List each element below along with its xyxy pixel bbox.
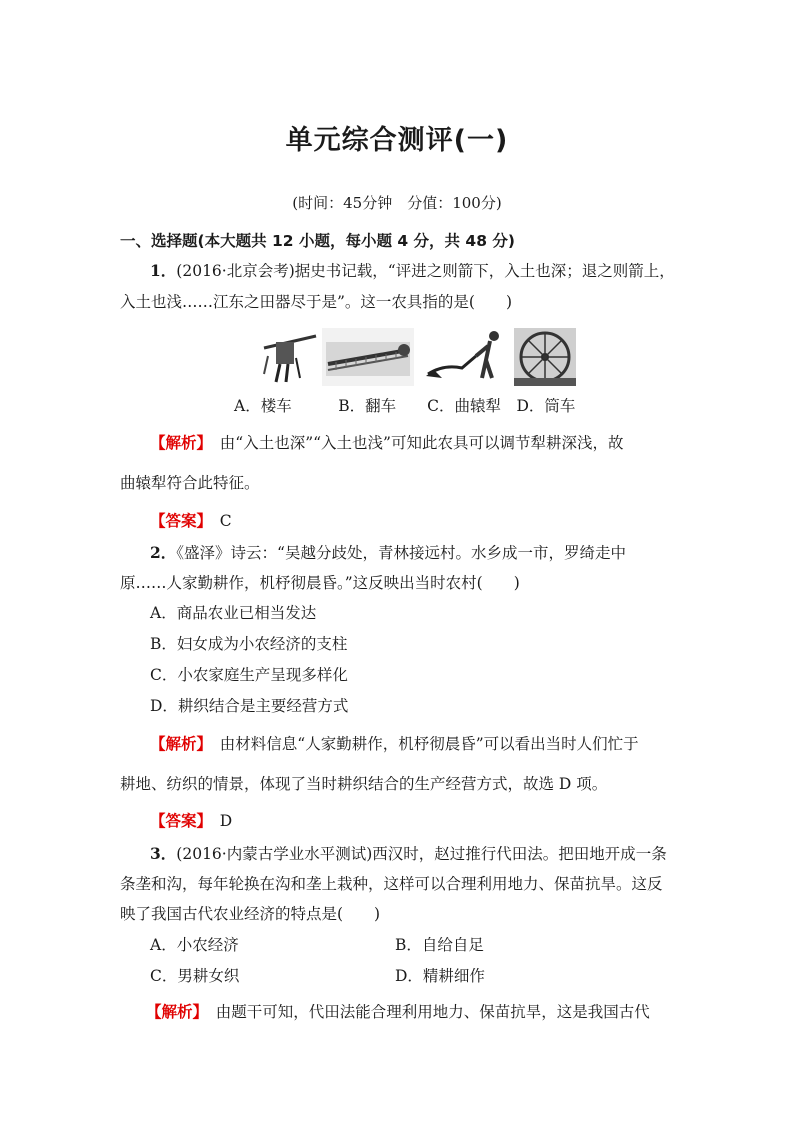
q1-answer-value: C	[219, 512, 232, 530]
q3-analysis-line1	[146, 1002, 650, 1022]
q1-number: 1．	[150, 261, 177, 280]
q1-text1: (2016·北京会考)据史书记载，“评进之则箭下，入土也深；退之则箭上，	[176, 262, 675, 280]
q1-options: A．楼车 B．翻车 C．曲辕犁 D．筒车	[234, 397, 576, 415]
q2-analysis-line2: 耕地、纺织的情景，体现了当时耕织结合的生产经营方式，故选 D 项。	[120, 775, 608, 793]
q3-number: 3．	[150, 844, 177, 863]
analysis-tag: 【解析】	[150, 735, 205, 753]
curved-plow-image	[422, 328, 508, 386]
q3-option-c: C．男耕女织	[150, 967, 240, 985]
analysis-tag: 【解析】	[150, 434, 205, 452]
q3-line1	[150, 844, 667, 864]
q2-option-a: A．商品农业已相当发达	[150, 604, 317, 622]
q1-line1	[150, 261, 675, 281]
q1-analysis-line1	[150, 433, 623, 453]
q2-number: 2．	[150, 543, 177, 562]
exam-subtitle: (时间：45分钟 分值：100分)	[292, 194, 502, 212]
q2-text1: 《盛泽》诗云：“吴越分歧处，青林接远村。水乡成一市，罗绮走中	[176, 544, 626, 562]
page-title: 单元综合测评(一)	[285, 125, 509, 156]
section-heading: 一、选择题(本大题共 12 小题，每小题 4 分，共 48 分)	[120, 232, 515, 250]
q2-answer-value: D	[219, 812, 233, 830]
q3-option-a: A．小农经济	[150, 936, 239, 954]
q1-answer	[150, 511, 232, 531]
seed-drill-image	[256, 328, 324, 386]
q3-analysis-text: 由题干可知，代田法能合理利用地力、保苗抗旱，这是我国古代	[215, 1003, 650, 1021]
analysis-tag: 【解析】	[146, 1003, 201, 1021]
q3-line3: 映了我国古代农业经济的特点是( )	[120, 905, 381, 923]
q3-option-d: D．精耕细作	[395, 967, 485, 985]
answer-tag: 【答案】	[150, 512, 205, 530]
q3-option-b: B．自给自足	[395, 936, 484, 954]
q2-line1	[150, 543, 626, 563]
q1-analysis-text: 由“入土也深”“入土也浅”可知此农具可以调节犁耕深浅，故	[219, 434, 624, 452]
q2-analysis-text: 由材料信息“人家勤耕作，机杼彻晨昏”可以看出当时人们忙于	[219, 735, 639, 753]
q3-line2: 条垄和沟，每年轮换在沟和垄上栽种，这样可以合理利用地力、保苗抗旱。这反	[120, 875, 663, 893]
chain-pump-image	[322, 328, 414, 386]
q2-analysis-line1	[150, 734, 639, 754]
q2-option-d: D．耕织结合是主要经营方式	[150, 697, 349, 715]
q2-option-b: B．妇女成为小农经济的支柱	[150, 635, 348, 653]
answer-tag: 【答案】	[150, 812, 205, 830]
q3-text1: (2016·内蒙古学业水平测试)西汉时，赵过推行代田法。把田地开成一条	[176, 845, 667, 863]
q1-line2: 入土也浅……江东之田器尽于是”。这一农具指的是( )	[120, 293, 513, 311]
q1-analysis-line2: 曲辕犁符合此特征。	[120, 474, 260, 492]
water-wheel-image	[514, 328, 576, 386]
q2-answer	[150, 811, 232, 831]
q2-option-c: C．小农家庭生产呈现多样化	[150, 666, 348, 684]
q2-line2: 原……人家勤耕作，机杼彻晨昏。”这反映出当时农村( )	[120, 574, 520, 592]
